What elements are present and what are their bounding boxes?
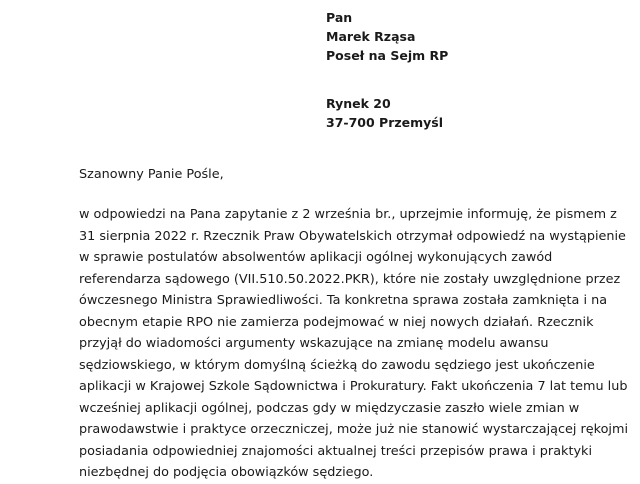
- address-spacer: [326, 65, 448, 94]
- body-line: w sprawie postulatów absolwentów aplikacji ogólnej wykonujących zawód: [79, 250, 553, 265]
- letter-body: [79, 204, 629, 484]
- body-line: 31 sierpnia 2022 r. Rzecznik Praw Obywatelskich otrzymał odpowiedź na wystąpienie: [79, 228, 626, 244]
- body-line: wcześniej aplikacji ogólnej, podczas gdy w międzyczasie zaszło wiele zmian w: [79, 400, 580, 416]
- body-line: prawodawstwie i praktyce orzeczniczej, może już nie stanowić wystarczającej rękojmi: [79, 422, 629, 437]
- body-line: referendarza sądowego (VII.510.50.2022.PKR), które nie zostały uwzględnione przez: [79, 271, 621, 287]
- body-line: sędziowskiego, w którym domyślną ścieżką do zawodu sędziego jest ukończenie: [79, 357, 595, 373]
- salutation: Szanowny Panie Pośle,: [79, 167, 224, 182]
- recipient-street: Rynek 20: [326, 96, 391, 111]
- recipient-title: Pan: [326, 10, 353, 25]
- recipient-city: 37-700 Przemyśl: [326, 115, 444, 130]
- body-line: aplikacji w Krajowej Szkole Sądownictwa i Prokuratury. Fakt ukończenia 7 lat temu lub: [79, 379, 628, 394]
- recipient-address: [326, 8, 448, 132]
- body-line: posiadania odpowiedniej znajomości aktualnej treści przepisów prawa i praktyki: [79, 443, 592, 459]
- body-line: przyjął do wiadomości argumenty wskazujące na zmianę modelu awansu: [79, 336, 549, 351]
- body-line: w odpowiedzi na Pana zapytanie z 2 września br., uprzejmie informuję, że pismem z: [79, 207, 617, 222]
- recipient-position: Poseł na Sejm RP: [326, 48, 449, 63]
- body-line: ówczesnego Ministra Sprawiedliwości. Ta konkretna sprawa została zamknięta i na: [79, 293, 608, 308]
- recipient-name: Marek Rząsa: [326, 29, 416, 44]
- body-line: niezbędnej do podjęcia obowiązków sędziego.: [79, 465, 374, 480]
- body-line: obecnym etapie RPO nie zamierza podejmować w niej nowych działań. Rzecznik: [79, 314, 594, 330]
